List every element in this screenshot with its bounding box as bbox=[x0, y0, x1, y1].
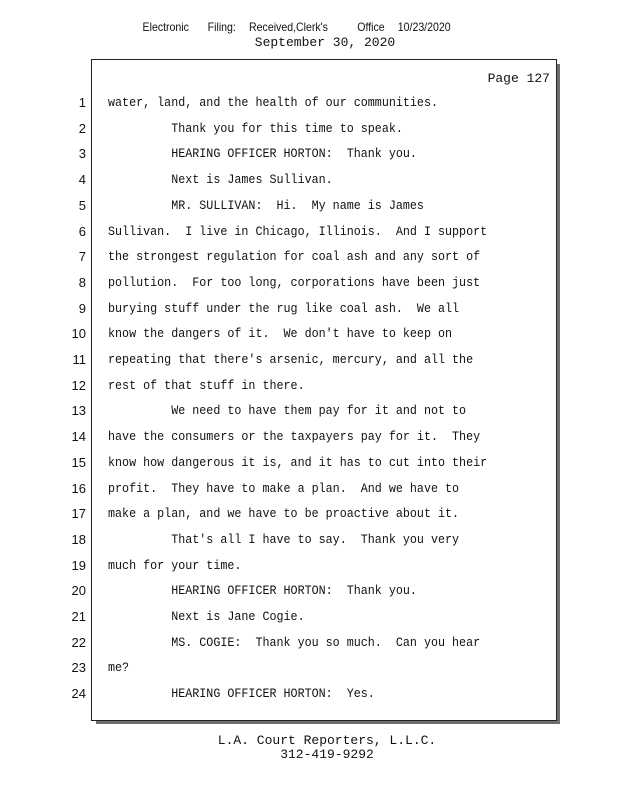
line-number: 17 bbox=[71, 506, 86, 521]
page-number: Page 127 bbox=[487, 71, 550, 86]
line-number: 5 bbox=[78, 198, 86, 213]
transcript-line-text: much for your time. bbox=[108, 558, 242, 573]
line-number: 3 bbox=[78, 146, 86, 161]
transcript-line-text: pollution. For too long, corporations have been just bbox=[108, 275, 481, 290]
transcript-line-text: Sullivan. I live in Chicago, Illinois. And I support bbox=[108, 224, 488, 239]
line-number: 19 bbox=[71, 558, 86, 573]
transcript-line-text: That's all I have to say. Thank you very bbox=[108, 532, 460, 547]
line-number: 2 bbox=[78, 121, 86, 136]
line-number: 18 bbox=[71, 532, 86, 547]
reporter-company: L.A. Court Reporters, L.L.C. bbox=[217, 733, 437, 748]
hearing-date: September 30, 2020 bbox=[254, 35, 396, 50]
transcript-line-text: make a plan, and we have to be proactive about it. bbox=[108, 506, 460, 521]
transcript-line-text: the strongest regulation for coal ash and any sort of bbox=[108, 249, 481, 264]
transcript-line-text: know how dangerous it is, and it has to cut into their bbox=[108, 455, 488, 470]
line-number: 14 bbox=[71, 429, 86, 444]
line-number: 23 bbox=[71, 660, 86, 675]
line-number: 16 bbox=[71, 481, 86, 496]
line-number: 24 bbox=[71, 686, 86, 701]
transcript-line-text: know the dangers of it. We don't have to keep on bbox=[108, 326, 453, 341]
transcript-line-text: water, land, and the health of our communities. bbox=[108, 95, 439, 110]
line-number: 15 bbox=[71, 455, 86, 470]
filing-stamp bbox=[0, 20, 544, 36]
transcript-line-text: repeating that there's arsenic, mercury, and all the bbox=[108, 352, 474, 367]
line-number: 1 bbox=[78, 95, 86, 110]
transcript-line-text: MR. SULLIVAN: Hi. My name is James bbox=[108, 198, 424, 213]
stamp-office: Office bbox=[357, 20, 385, 34]
line-number: 12 bbox=[71, 378, 86, 393]
transcript-line-text: Next is Jane Cogie. bbox=[108, 609, 305, 624]
transcript-line-text: me? bbox=[108, 660, 130, 675]
transcript-line-text: have the consumers or the taxpayers pay for it. They bbox=[108, 429, 481, 444]
transcript-line-text: HEARING OFFICER HORTON: Thank you. bbox=[108, 583, 417, 598]
stamp-date: 10/23/2020 bbox=[397, 20, 451, 34]
transcript-line-text: Next is James Sullivan. bbox=[108, 172, 333, 187]
transcript-line-text: HEARING OFFICER HORTON: Yes. bbox=[108, 686, 375, 701]
transcript-line-text: MS. COGIE: Thank you so much. Can you hear bbox=[108, 635, 481, 650]
line-number: 6 bbox=[78, 224, 86, 239]
transcript-line-text: Thank you for this time to speak. bbox=[108, 121, 403, 136]
reporter-phone: 312-419-9292 bbox=[280, 747, 374, 762]
line-number: 13 bbox=[71, 403, 86, 418]
transcript-line-text: rest of that stuff in there. bbox=[108, 378, 305, 393]
line-number: 8 bbox=[78, 275, 86, 290]
stamp-received: Received,Clerk's bbox=[249, 20, 328, 34]
line-number: 11 bbox=[72, 352, 86, 367]
line-number: 10 bbox=[71, 326, 86, 341]
line-number: 20 bbox=[71, 583, 86, 598]
line-number: 9 bbox=[78, 301, 86, 316]
line-number: 21 bbox=[71, 609, 86, 624]
stamp-electronic: Electronic bbox=[142, 20, 189, 34]
line-number: 7 bbox=[78, 249, 86, 264]
transcript-line-text: We need to have them pay for it and not to bbox=[108, 403, 467, 418]
line-number: 22 bbox=[71, 635, 86, 650]
transcript-line-text: HEARING OFFICER HORTON: Thank you. bbox=[108, 146, 417, 161]
transcript-line-text: burying stuff under the rug like coal ash. We all bbox=[108, 301, 460, 316]
line-number: 4 bbox=[78, 172, 86, 187]
transcript-line-text: profit. They have to make a plan. And we have to bbox=[108, 481, 460, 496]
stamp-filing: Filing: bbox=[207, 20, 236, 34]
